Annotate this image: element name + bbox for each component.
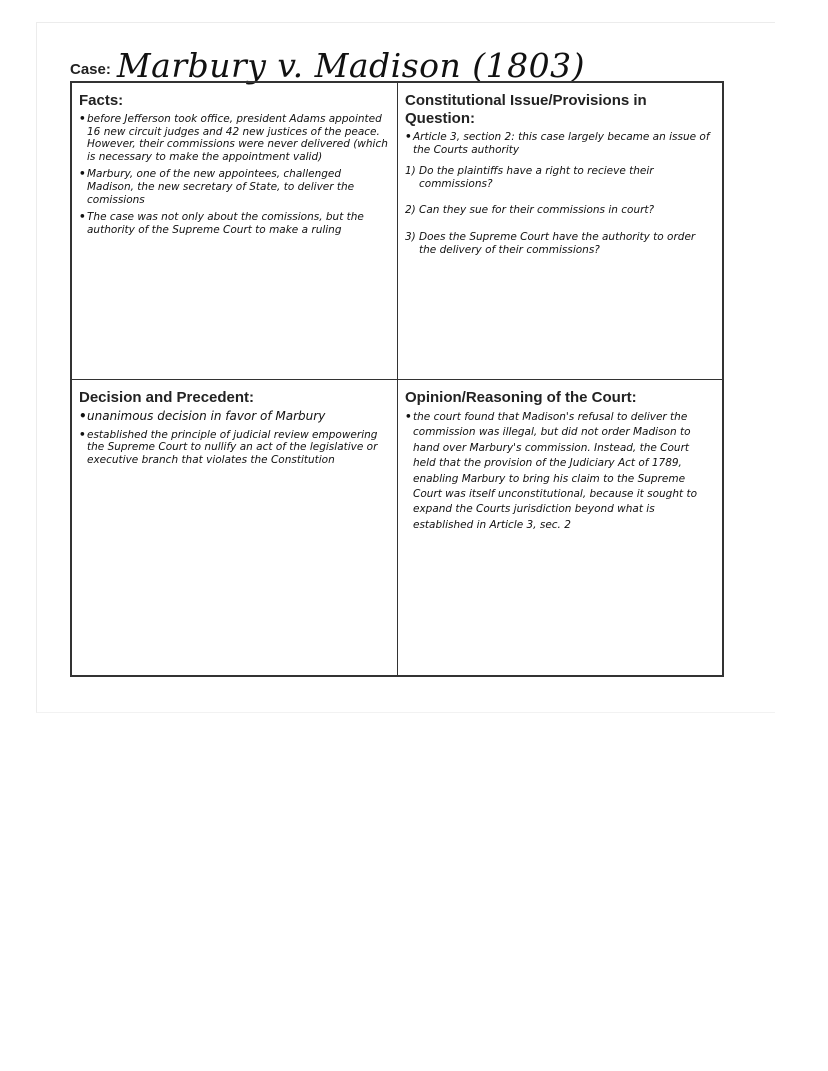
list-item <box>79 211 390 236</box>
bullet-mark: • <box>405 411 412 423</box>
question-item <box>405 231 715 256</box>
question-item <box>405 204 715 217</box>
fact-text: The case was not only about the comissions, but the authority of the Supreme Court to make a ruling <box>87 211 364 236</box>
question-text: Does the Supreme Court have the authority to order the delivery of their commissions? <box>419 230 696 256</box>
list-item <box>79 168 390 206</box>
bullet-mark: • <box>79 113 86 125</box>
question-number: 2) <box>405 204 416 217</box>
bullet-mark: • <box>405 131 412 143</box>
opinion-cell <box>398 380 722 675</box>
fact-text: Marbury, one of the new appointees, challenged Madison, the new secretary of State, to deliver the comissions <box>87 168 355 206</box>
constitutional-issue-heading: Constitutional Issue/Provisions in Question: <box>405 92 647 127</box>
opinion-heading: Opinion/Reasoning of the Court: <box>405 389 637 406</box>
question-number: 3) <box>405 230 416 243</box>
opinion-text: the court found that Madison's refusal to deliver the commission was illegal, but did not order Madison to hand over Marbury's commission. Instead, the Court held that the provision of the Judiciary Act of 1789, enabling Marbury to bring his claim to the Supreme Court was itself unconstitutional, because it sought to expand the Courts jurisdiction beyond what is established in Article 3, sec. 2 <box>413 411 697 531</box>
facts-heading: Facts: <box>79 92 124 109</box>
fact-text: before Jefferson took office, president Adams appointed 16 new circuit judges and 42 new justices of the peace. However, their commissions were never delivered (which is necessary to make the appointment valid) <box>87 113 388 163</box>
bullet-mark: • <box>79 428 86 441</box>
question-number: 1) <box>405 165 416 178</box>
bullet-mark: • <box>79 168 86 181</box>
issue-text: Article 3, section 2: this case largely became an issue of the Courts authority <box>413 131 710 156</box>
decision-cell <box>72 380 398 675</box>
case-label: Case: <box>70 61 111 78</box>
constitutional-issue-cell <box>398 83 722 380</box>
question-text: Do the plaintiffs have a right to recieve their commissions? <box>419 165 654 190</box>
case-brief-table <box>70 81 724 677</box>
decision-text: established the principle of judicial review empowering the Supreme Court to nullify an act of the legislative or executive branch that violates the Constitution <box>87 428 378 466</box>
list-item <box>79 429 390 467</box>
facts-cell <box>72 83 398 380</box>
list-item <box>405 131 715 156</box>
bullet-mark: • <box>79 211 86 224</box>
bullet-mark: • <box>79 409 87 423</box>
question-text: Can they sue for their commissions in court? <box>419 204 655 217</box>
case-header <box>70 38 586 85</box>
case-title: Marbury v. Madison (1803) <box>116 46 586 85</box>
list-item <box>79 113 390 163</box>
decision-text: unanimous decision in favor of Marbury <box>87 409 326 423</box>
decision-heading: Decision and Precedent: <box>79 389 255 406</box>
list-item <box>79 410 390 423</box>
list-item <box>405 410 715 533</box>
question-item <box>405 165 715 190</box>
